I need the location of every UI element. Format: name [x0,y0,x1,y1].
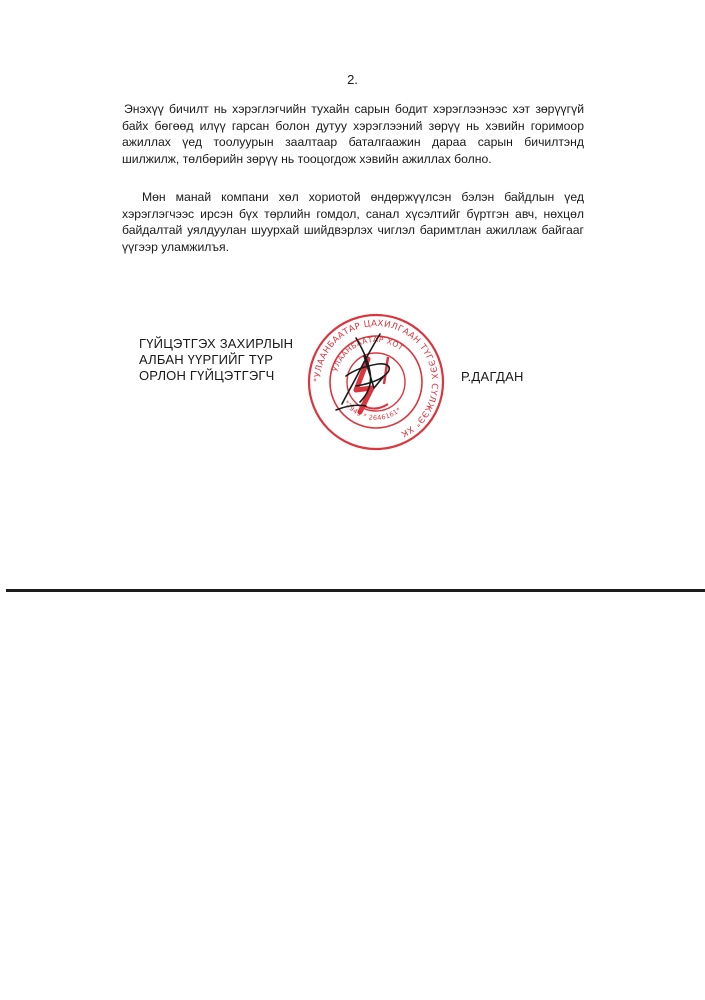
seal-outer-text: "УЛААНБААТАР ЦАХИЛГААН ТҮГЭЭХ СҮЛЖЭЭ" ХК [312,318,440,439]
seal-inner-text: УЛААНБААТАР ХОТ [330,334,406,373]
signatory-title-line-1: ГҮЙЦЭТГЭХ ЗАХИРЛЫН [139,336,294,351]
blank-background-area [0,592,705,1000]
signatory-title-line-2: АЛБАН ҮҮРГИЙГ ТҮР [139,352,274,367]
page-number: 2. [347,72,358,87]
signatory-title [139,336,293,384]
seal-bottom-text: *2949 * 2646161* [342,398,403,423]
signatory-title-line-3: ОРЛОН ГҮЙЦЭТГЭГЧ [139,368,275,383]
paragraph-1: Энэхүү бичилт нь хэрэглэгчийн тухайн сарын бодит хэрэглээнээс хэт зөрүүгүй байх бөгөөд илүү гарсан болон дутуу хэрэглээний зөрүү нь хэвийн горимоор ажиллах үед тоолуурын заалтаар баталгаажин дараа сарын бичилтэнд шилжилж, төлбөрийн зөрүү нь тооцогдож хэвийн ажиллах болно. [122,102,584,166]
handwritten-signature-icon [326,330,404,416]
signatory-name: Р.ДАГДАН [461,369,524,384]
paragraph-2: Мөн манай компани хөл хориотой өндөржүүлсэн бэлэн байдлын үед хэрэглэгчээс ирсэн бүх төрлийн гомдол, санал хүсэлтийг бүртгэн авч, нөхцөл байдалтай уялдуулан шуурхай шийдвэрлэх чиглэл баримтлан ажиллаж байгааг үүгээр уламжилъя. [122,190,584,254]
